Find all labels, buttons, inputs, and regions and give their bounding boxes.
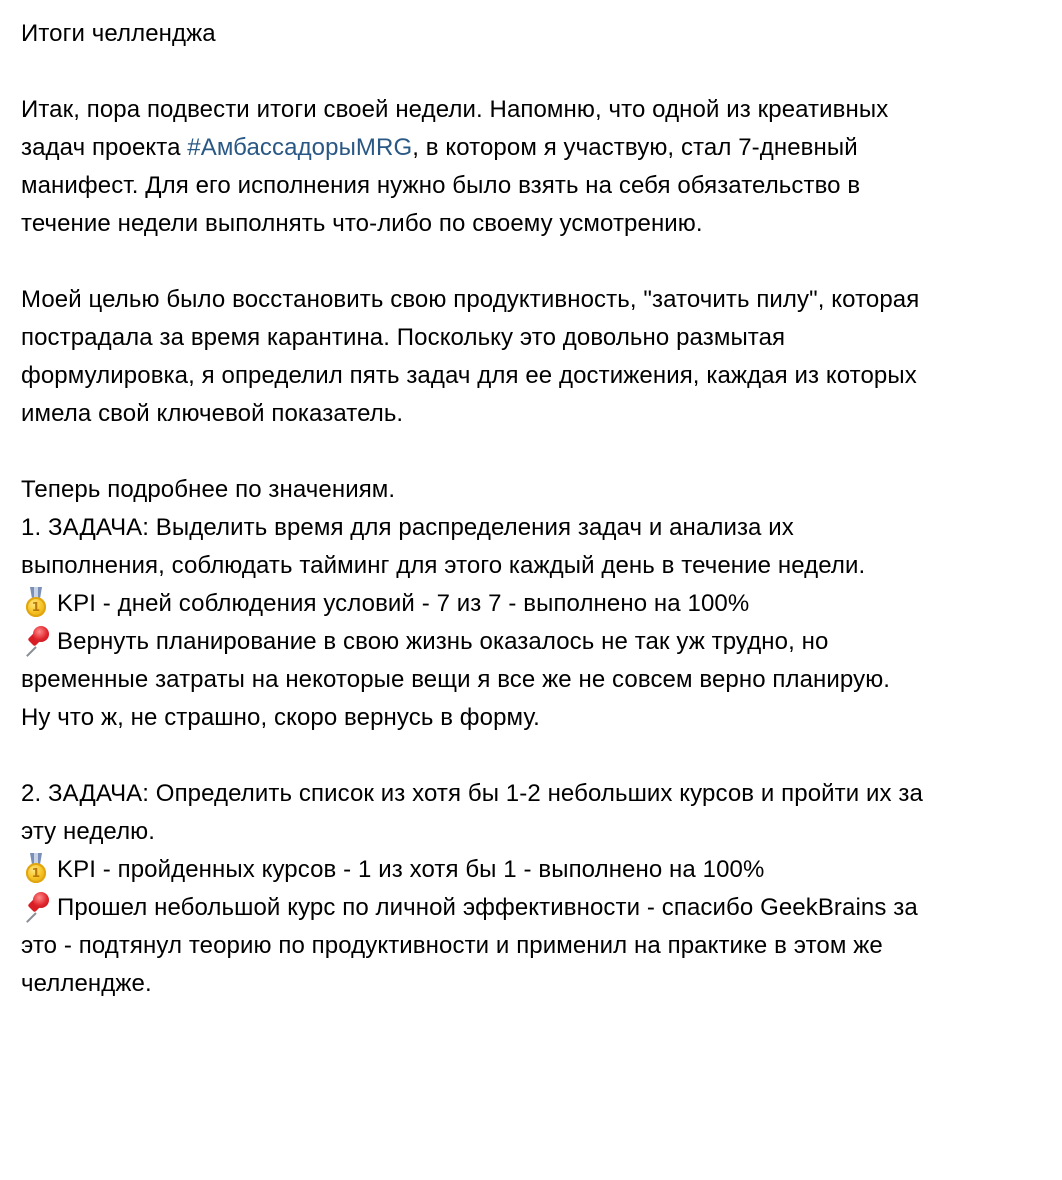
pushpin-icon	[21, 891, 51, 921]
paragraph-spacer	[21, 433, 1051, 471]
paragraph-1-line-4: течение недели выполнять что-либо по своему усмотрению.	[21, 210, 703, 237]
text-fragment: , в котором я участвую, стал 7-дневный	[412, 134, 858, 161]
paragraph-2-line-2: пострадала за время карантина. Поскольку это довольно размытая	[21, 324, 786, 351]
paragraph-spacer	[21, 243, 1051, 281]
hashtag-link[interactable]: #АмбассадорыMRG	[187, 134, 413, 161]
note-1-line-3: Ну что ж, не страшно, скоро вернусь в форму.	[21, 704, 540, 731]
paragraph-spacer	[21, 53, 1051, 91]
kpi-1-text: KPI - дней соблюдения условий - 7 из 7 - выполнено на 100%	[57, 590, 750, 617]
note-1-line-1	[21, 623, 1051, 661]
note-2-line-2: это - подтянул теорию по продуктивности и применил на практике в этом же	[21, 932, 883, 959]
text-fragment: задач проекта	[21, 134, 188, 161]
post-text	[21, 15, 1051, 1003]
note-1-text: Вернуть планирование в свою жизнь оказалось не так уж трудно, но	[57, 628, 829, 655]
paragraph-1-line-1: Итак, пора подвести итоги своей недели. Напомню, что одной из креативных	[21, 96, 889, 123]
paragraph-2-line-1: Моей целью было восстановить свою продуктивность, "заточить пилу", которая	[21, 286, 920, 313]
task-2-line-2: эту неделю.	[21, 818, 156, 845]
post-title: Итоги челленджа	[21, 20, 216, 47]
values-intro: Теперь подробнее по значениям.	[21, 476, 396, 503]
kpi-1-line	[21, 585, 1051, 623]
kpi-2-line	[21, 851, 1051, 889]
task-2-line-1: 2. ЗАДАЧА: Определить список из хотя бы 1-2 небольших курсов и пройти их за	[21, 780, 923, 807]
note-2-text: Прошел небольшой курс по личной эффективности - спасибо GeekBrains за	[57, 894, 918, 921]
paragraph-2-line-4: имела свой ключевой показатель.	[21, 400, 404, 427]
note-1-line-2: временные затраты на некоторые вещи я все же не совсем верно планирую.	[21, 666, 891, 693]
medal-icon	[21, 587, 51, 617]
medal-number: 1	[31, 866, 41, 880]
paragraph-spacer	[21, 737, 1051, 775]
medal-number: 1	[31, 600, 41, 614]
task-1-line-1: 1. ЗАДАЧА: Выделить время для распределения задач и анализа их	[21, 514, 794, 541]
paragraph-2-line-3: формулировка, я определил пять задач для ее достижения, каждая из которых	[21, 362, 917, 389]
paragraph-1-line-2	[21, 129, 1051, 167]
note-2-line-1	[21, 889, 1051, 927]
paragraph-1-line-3: манифест. Для его исполнения нужно было взять на себя обязательство в	[21, 172, 861, 199]
kpi-2-text: KPI - пройденных курсов - 1 из хотя бы 1 - выполнено на 100%	[57, 856, 765, 883]
medal-icon	[21, 853, 51, 883]
pushpin-icon	[21, 625, 51, 655]
note-2-line-3: челлендже.	[21, 970, 152, 997]
task-1-line-2: выполнения, соблюдать тайминг для этого каждый день в течение недели.	[21, 552, 866, 579]
